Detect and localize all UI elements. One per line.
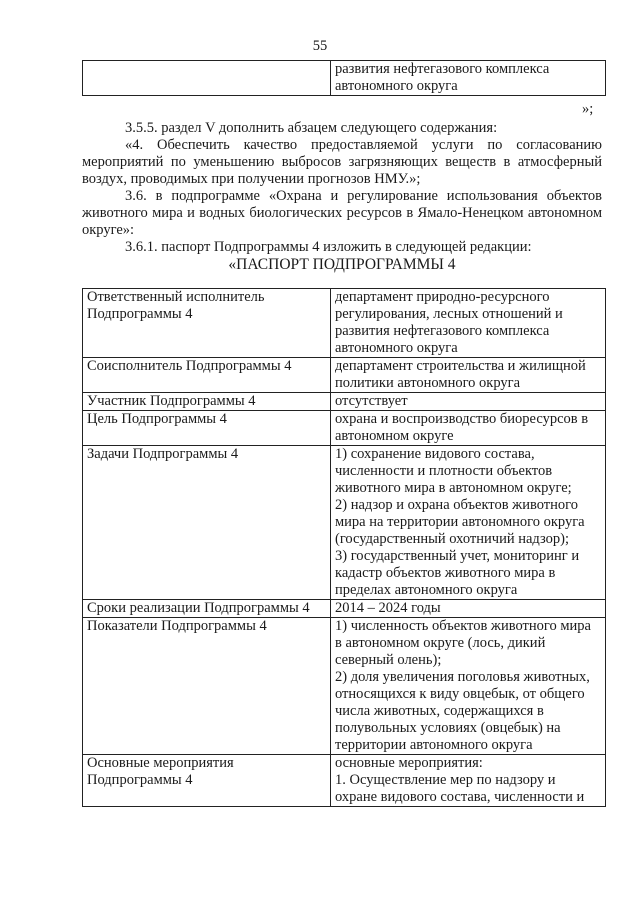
list-item: 1) численность объектов животного мира в автономном округе (лось, дикий северный олень); [335, 618, 591, 668]
page-number: 55 [312, 38, 328, 54]
table-row [83, 411, 606, 446]
list-item: 1) сохранение видового состава, численности и плотности объектов животного мира в автономном округе; [335, 446, 572, 496]
body-text [82, 120, 602, 273]
table-cell: развития нефтегазового комплекса автономного округа [331, 61, 606, 96]
table-row [83, 755, 606, 807]
row-label: Показатели Подпрограммы 4 [83, 618, 331, 755]
paragraph: «4. Обеспечить качество предоставляемой услуги по согласованию мероприятий по уменьшению выбросов загрязняющих веществ в атмосферный воздух, проводимых при получении прогнозов НМУ.»; [82, 137, 602, 187]
row-value: департамент природно-ресурсного регулирования, лесных отношений и развития нефтегазового комплекса автономного округа [331, 289, 606, 358]
row-label: Цель Подпрограммы 4 [83, 411, 331, 446]
paragraph: 3.5.5. раздел V дополнить абзацем следующего содержания: [125, 120, 498, 136]
list-item: основные мероприятия: [335, 755, 483, 771]
list-item: 3) государственный учет, мониторинг и кадастр объектов животного мира в пределах автономного округа [335, 548, 580, 598]
row-label: Ответственный исполнитель Подпрограммы 4 [83, 289, 331, 358]
row-value [331, 618, 606, 755]
paragraph: 3.6.1. паспорт Подпрограммы 4 изложить в следующей редакции: [125, 239, 532, 255]
row-value: охрана и воспроизводство биоресурсов в автономном округе [331, 411, 606, 446]
table-row [83, 446, 606, 600]
section-heading: «ПАСПОРТ ПОДПРОГРАММЫ 4 [228, 256, 456, 273]
continued-table [82, 60, 606, 96]
table-row [83, 618, 606, 755]
row-value: департамент строительства и жилищной политики автономного округа [331, 358, 606, 393]
table-cell-empty [83, 61, 331, 96]
table-row [83, 358, 606, 393]
row-value [331, 755, 606, 807]
table-row [83, 289, 606, 358]
row-label: Задачи Подпрограммы 4 [83, 446, 331, 600]
row-label: Соисполнитель Подпрограммы 4 [83, 358, 331, 393]
row-value: отсутствует [331, 393, 606, 411]
list-item: 2) доля увеличения поголовья животных, относящихся к виду овцебык, от общего числа животных, содержащихся в полувольных условиях (овцебык) на территории автономного округа [335, 669, 590, 753]
table-row [83, 61, 606, 96]
passport-table [82, 288, 606, 807]
row-label: Основные мероприятия Подпрограммы 4 [83, 755, 331, 807]
row-value: 2014 – 2024 годы [331, 600, 606, 618]
closing-quote-mark: »; [582, 101, 594, 117]
list-item: 1. Осуществление мер по надзору и охране видового состава, численности и [335, 772, 585, 805]
table-row [83, 393, 606, 411]
list-item: 2) надзор и охрана объектов животного мира на территории автономного округа (государственный охотничий надзор); [335, 497, 585, 547]
paragraph: 3.6. в подпрограмме «Охрана и регулирование использования объектов животного мира и водных биологических ресурсов в Ямало-Ненецком автономном округе»: [82, 188, 602, 238]
row-label: Сроки реализации Подпрограммы 4 [83, 600, 331, 618]
row-value [331, 446, 606, 600]
table-row [83, 600, 606, 618]
row-label: Участник Подпрограммы 4 [83, 393, 331, 411]
